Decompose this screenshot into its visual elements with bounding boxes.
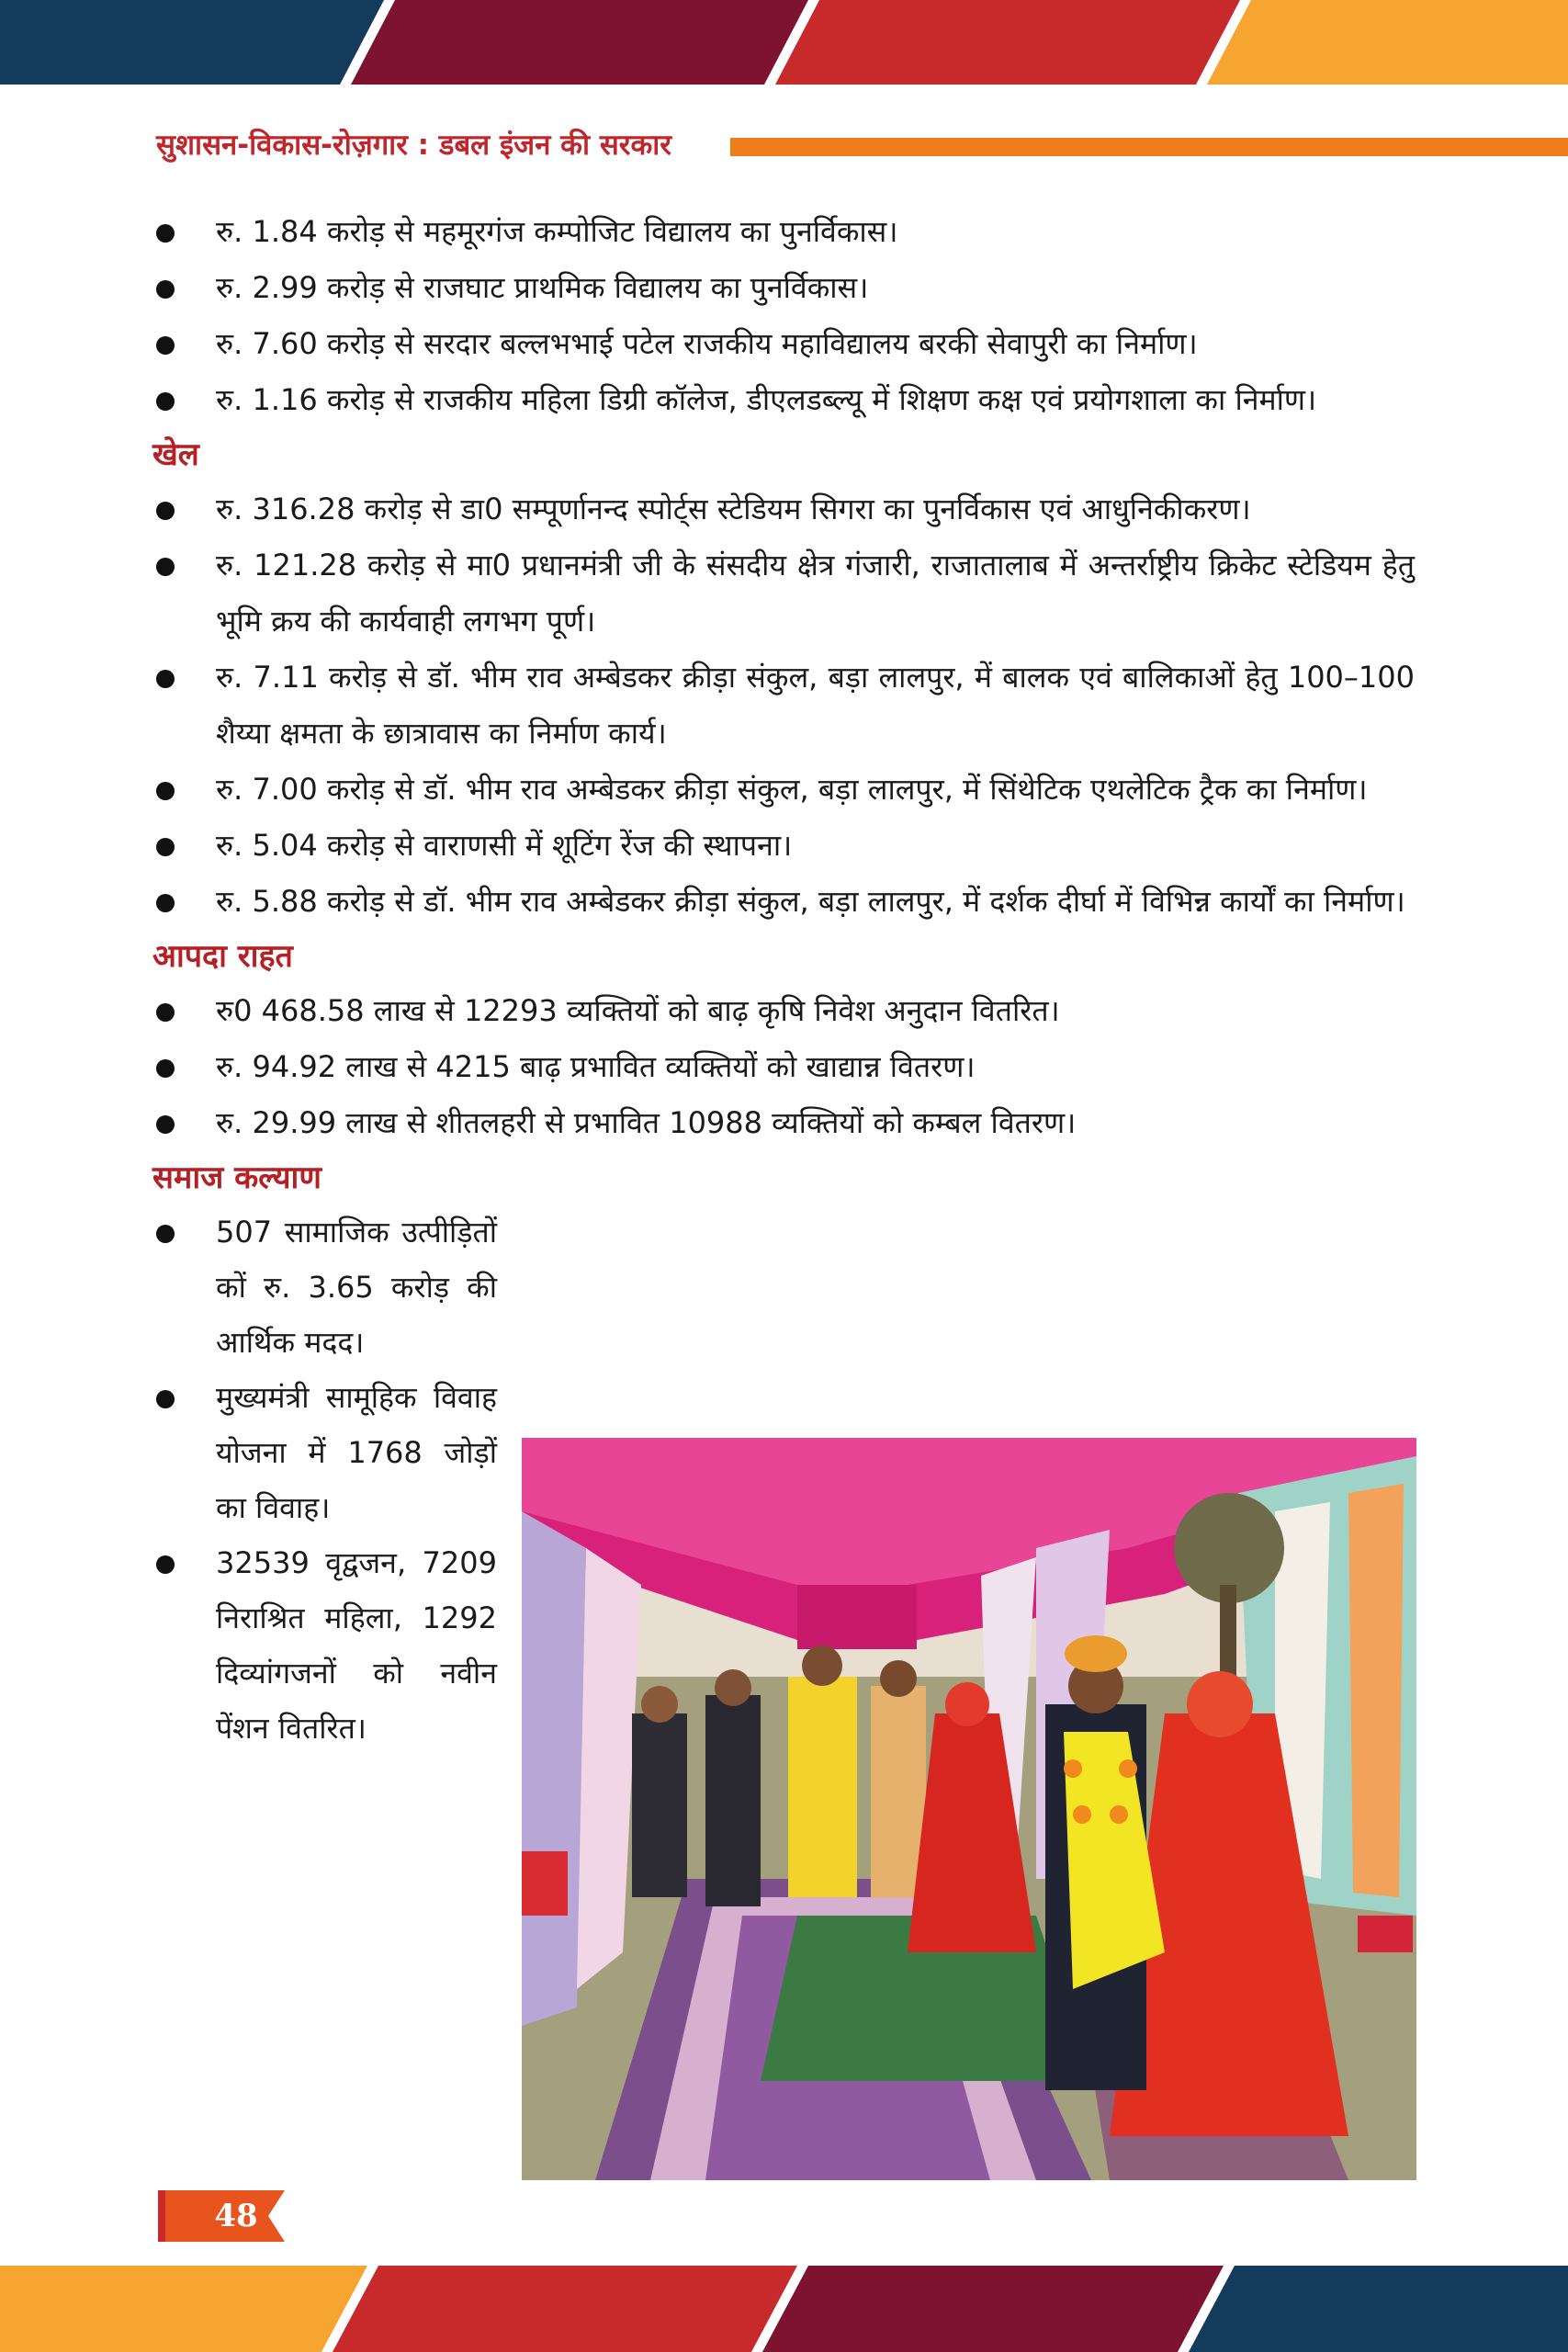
social-welfare-column <box>152 1157 497 1756</box>
list-item: रु. 1.16 करोड़ से राजकीय महिला डिग्री कॉलेज, डीएलडब्ल्यू में शिक्षण कक्ष एवं प्रयोगशाला का निर्माण। <box>152 372 1415 428</box>
top-color-band <box>0 0 1568 85</box>
bottom-color-band <box>0 2266 1568 2352</box>
social-welfare-list <box>152 1204 497 1756</box>
disaster-relief-list <box>152 983 1415 1151</box>
list-item: 32539 वृद्वजन, 7209 निराश्रित महिला, 1292 दिव्यांगजनों को नवीन पेंशन वितरित। <box>152 1535 497 1756</box>
running-header <box>156 125 1415 165</box>
band-maroon-segment <box>762 2266 1224 2352</box>
list-item: रु. 7.11 करोड़ से डॉ. भीम राव अम्बेडकर क्रीड़ा संकुल, बड़ा लालपुर, में बालक एवं बालिकाओं हेतु 100–100 शैय्या क्षमता के छात्रावास का निर्माण कार्य। <box>152 650 1415 762</box>
band-red-segment <box>333 2266 797 2352</box>
list-item: रु. 1.84 करोड़ से महमूरगंज कम्पोजिट विद्यालय का पुनर्विकास। <box>152 204 1415 260</box>
list-item: रु. 29.99 लाख से शीतलहरी से प्रभावित 10988 व्यक्तियों को कम्बल वितरण। <box>152 1095 1415 1151</box>
band-orange-segment <box>0 2266 367 2352</box>
list-item: रु. 94.92 लाख से 4215 बाढ़ प्रभावित व्यक्तियों को खाद्यान्न वितरण। <box>152 1039 1415 1095</box>
band-navy-segment <box>0 0 384 85</box>
band-red-segment <box>775 0 1240 85</box>
list-item: रु0 468.58 लाख से 12293 व्यक्तियों को बाढ़ कृषि निवेश अनुदान वितरित। <box>152 983 1415 1039</box>
mass-wedding-photo <box>522 1438 1416 2180</box>
list-item: रु. 7.60 करोड़ से सरदार बल्लभभाई पटेल राजकीय महाविद्यालय बरकी सेवापुरी का निर्माण। <box>152 316 1415 372</box>
list-item: रु. 316.28 करोड़ से डा0 सम्पूर्णानन्द स्पोर्ट्स स्टेडियम सिगरा का पुनर्विकास एवं आधुनिकीकरण। <box>152 481 1415 537</box>
photo-illustration <box>522 1438 1416 2180</box>
band-navy-segment <box>1189 2266 1568 2352</box>
list-item: 507 सामाजिक उत्पीड़ितों कों रु. 3.65 करोड़ की आर्थिक मदद। <box>152 1204 497 1370</box>
list-item: रु. 7.00 करोड़ से डॉ. भीम राव अम्बेडकर क्रीड़ा संकुल, बड़ा लालपुर, में सिंथेटिक एथलेटिक ट्रैक का निर्माण। <box>152 762 1415 818</box>
section-title-disaster-relief: आपदा राहत <box>152 938 293 975</box>
section-title-sports: खेल <box>152 436 199 473</box>
list-item: रु. 2.99 करोड़ से राजघाट प्राथमिक विद्यालय का पुनर्विकास। <box>152 260 1415 316</box>
sports-list <box>152 481 1415 930</box>
list-item: रु. 5.04 करोड़ से वाराणसी में शूटिंग रेंज की स्थापना। <box>152 818 1415 874</box>
header-title: सुशासन-विकास-रोज़गार : डबल इंजन की सरकार <box>156 129 671 162</box>
page-number: 48 <box>214 2198 258 2234</box>
header-rule <box>730 138 1568 156</box>
list-item: मुख्यमंत्री सामूहिक विवाह योजना में 1768 जोड़ों का विवाह। <box>152 1370 497 1535</box>
band-orange-segment <box>1207 0 1568 85</box>
band-maroon-segment <box>351 0 808 85</box>
intro-list <box>152 204 1415 428</box>
list-item: रु. 121.28 करोड़ से मा0 प्रधानमंत्री जी के संसदीय क्षेत्र गंजारी, राजातालाब में अन्तर्राष्ट्रीय क्रिकेट स्टेडियम हेतु भूमि क्रय की कार्यवाही लगभग पूर्ण। <box>152 537 1415 650</box>
section-title-social-welfare: समाज कल्याण <box>152 1159 321 1196</box>
list-item: रु. 5.88 करोड़ से डॉ. भीम राव अम्बेडकर क्रीड़ा संकुल, बड़ा लालपुर, में दर्शक दीर्घा में विभिन्न कार्यों का निर्माण। <box>152 874 1415 930</box>
